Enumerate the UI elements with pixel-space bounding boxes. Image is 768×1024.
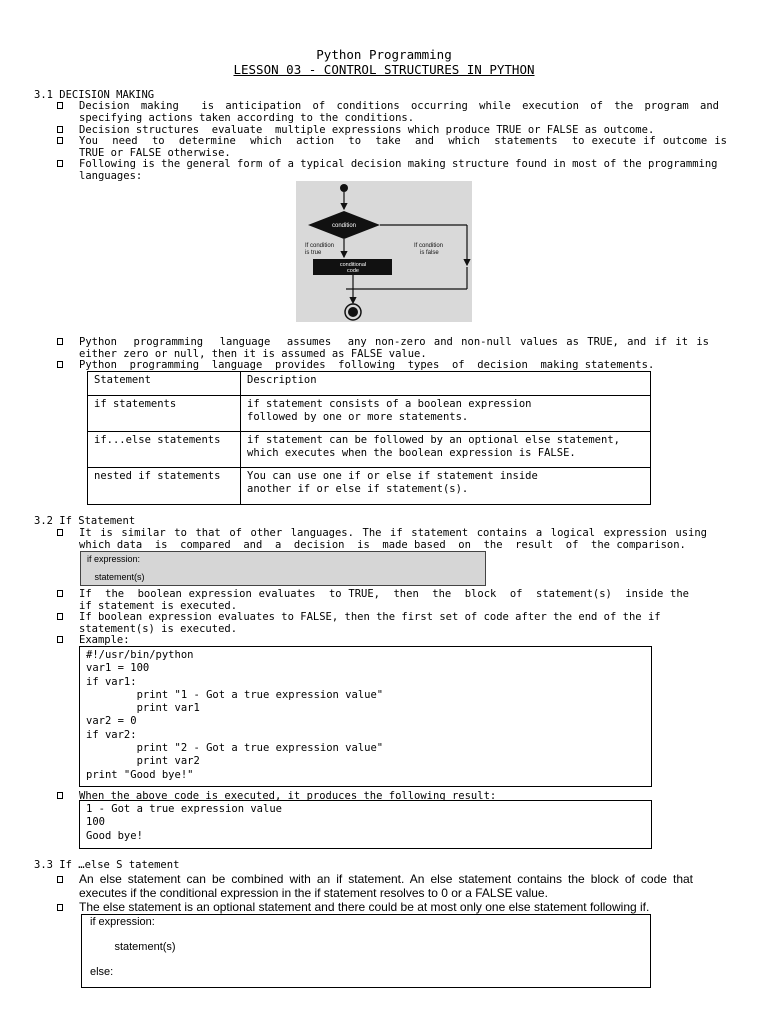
code-line	[90, 929, 642, 942]
bullet-icon	[57, 137, 63, 144]
code-line: statement(s)	[90, 941, 176, 953]
table-cell: nested if statements	[88, 468, 241, 505]
table-cell: if statement can be followed by an optional else statement, which executes when the boolean expression is FALSE.	[241, 432, 651, 468]
code-line: else:	[90, 966, 114, 978]
code-line: if var1:	[86, 675, 137, 688]
paragraph: If boolean expression evaluates to FALSE, then the first set of code after the end of the if statement(s) is executed.	[79, 611, 667, 635]
code-line: print "2 - Got a true expression value"	[86, 742, 384, 755]
output-box	[79, 800, 652, 849]
bullet-icon	[57, 904, 63, 911]
code-line: print var1	[86, 702, 200, 715]
example-code-box	[79, 646, 652, 787]
lesson-title-text: LESSON 03 - CONTROL STRUCTURES IN PYTHON	[233, 62, 535, 77]
if-true-label-line2: is true	[305, 250, 322, 256]
bullet-icon	[57, 102, 63, 109]
example-label: Example:	[79, 634, 130, 646]
start-node	[340, 184, 348, 192]
bullet-icon	[57, 529, 63, 536]
syntax-line: statement(s)	[87, 572, 145, 582]
bullet-icon	[57, 126, 63, 133]
conditional-code-line2: code	[347, 268, 359, 274]
end-node	[348, 307, 358, 317]
section-heading-3-2: 3.2 If Statement	[34, 515, 136, 527]
bullet-icon	[57, 160, 63, 167]
table-cell: if...else statements	[88, 432, 241, 468]
bullet-icon	[57, 636, 63, 643]
table-row	[88, 432, 651, 468]
bullet-icon	[57, 613, 63, 620]
table-header-cell: Statement	[88, 372, 241, 396]
paragraph: Following is the general form of a typical decision making structure found in most of the programming languages:	[79, 158, 724, 182]
else-syntax-box	[81, 914, 651, 988]
paragraph: Decision structures evaluate multiple expressions which produce TRUE or FALSE as outcome.	[79, 124, 655, 136]
if-false-label-line1: If condition	[414, 243, 444, 249]
paragraph: Python programming language provides following types of decision making statements.	[79, 359, 655, 371]
table-cell: if statements	[88, 396, 241, 432]
bullet-icon	[57, 361, 63, 368]
output-line: 100	[86, 816, 105, 829]
table-cell: if statement consists of a boolean expression followed by one or more statements.	[241, 396, 651, 432]
code-line: print "1 - Got a true expression value"	[86, 688, 384, 701]
conditional-code-line1: conditional	[339, 262, 367, 268]
paragraph: An else statement can be combined with an if statement. An else statement contains the block of code that executes if the conditional expression in the if statement resolves to 0 or a FALSE value.	[79, 872, 697, 900]
code-line: var2 = 0	[86, 715, 137, 728]
code-line: if var2:	[86, 728, 137, 741]
if-syntax-box	[80, 551, 486, 586]
code-line: var1 = 100	[86, 662, 150, 675]
bullet-icon	[57, 590, 63, 597]
output-line: Good bye!	[86, 829, 143, 842]
code-line: #!/usr/bin/python	[86, 649, 194, 661]
paragraph: If the boolean expression evaluates to TRUE, then the block of statement(s) inside the if statement is executed.	[79, 588, 696, 612]
output-line: 1 - Got a true expression value	[86, 803, 282, 815]
section-heading-3-3: 3.3 If …else S tatement	[34, 859, 180, 871]
paragraph: Decision making is anticipation of conditions occurring while execution of the program and specifying actions taken according to the conditions.	[79, 100, 726, 124]
code-line: print var2	[86, 755, 200, 768]
table-row	[88, 468, 651, 505]
condition-label: condition	[331, 223, 357, 229]
table-header-row	[88, 372, 651, 396]
decision-statements-table	[87, 371, 651, 505]
paragraph: When the above code is executed, it produces the following result:	[79, 790, 497, 802]
bullet-icon	[57, 876, 63, 883]
document-title: Python Programming	[316, 47, 452, 62]
flowchart-svg	[296, 181, 472, 322]
section-heading-3-1: 3.1 DECISION MAKING	[34, 89, 155, 101]
paragraph: You need to determine which action to take and which statements to execute if outcome is TRUE or FALSE otherwise.	[79, 135, 734, 159]
if-false-label-line2: is false	[420, 250, 439, 256]
if-true-label-line1: If condition	[305, 243, 335, 249]
bullet-icon	[57, 792, 63, 799]
code-line: print "Good bye!"	[86, 768, 194, 781]
syntax-line: if expression:	[87, 554, 141, 564]
code-line	[90, 954, 642, 967]
paragraph: It is similar to that of other languages. The if statement contains a logical expression using which data is compared and a decision is made based on the result of the comparison.	[79, 527, 720, 551]
table-header-cell: Description	[241, 372, 651, 396]
table-row	[88, 396, 651, 432]
bullet-icon	[57, 338, 63, 345]
table-cell: You can use one if or else if statement inside another if or else if statement(s).	[241, 468, 651, 505]
code-line: if expression:	[90, 916, 155, 928]
paragraph: The else statement is an optional statement and there could be at most only one else statement following if.	[79, 900, 650, 914]
decision-flow-diagram	[296, 181, 472, 322]
paragraph: Python programming language assumes any non-zero and non-null values as TRUE, and if it is either zero or null, then it is assumed as FALSE value.	[79, 336, 716, 360]
lesson-title	[0, 64, 768, 76]
